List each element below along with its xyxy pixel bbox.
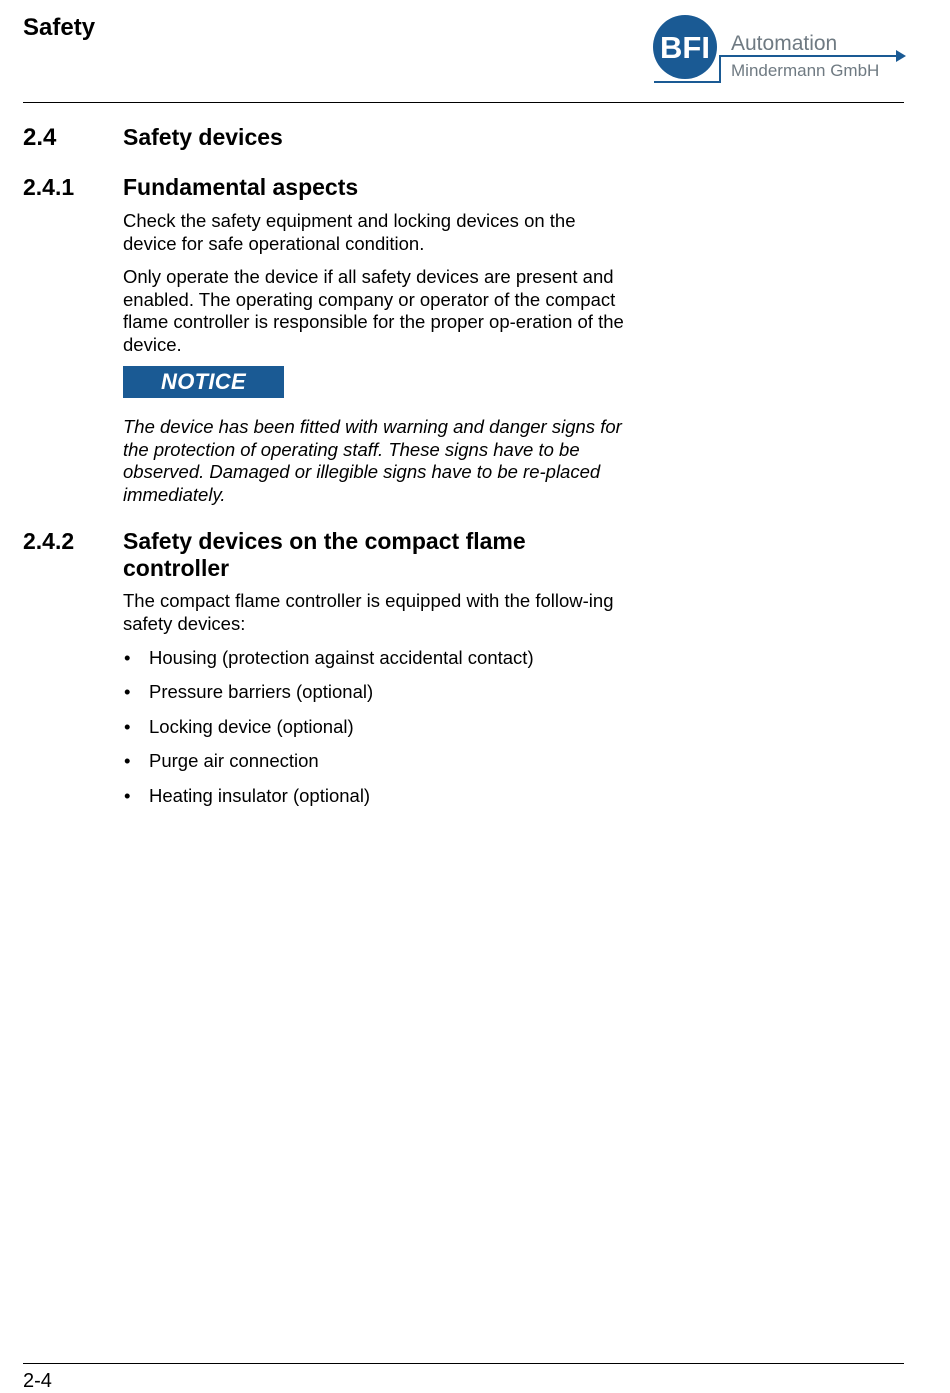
section-number: 2.4	[23, 124, 57, 151]
logo-text-automation: Automation	[731, 32, 838, 55]
bfi-logo	[652, 14, 908, 86]
logo-mark-text: BFI	[660, 30, 710, 65]
paragraph: Check the safety equipment and locking devices on the device for safe operational condition.	[123, 210, 576, 254]
list-item-text: Heating insulator (optional)	[149, 784, 371, 806]
bullet-icon: •	[124, 647, 131, 668]
notice-text: The device has been fitted with warning and danger signs for the protection of operating staff. These signs have to be observed. Damaged or illegible signs have to be re-placed immediately.	[123, 416, 622, 505]
notice-label: NOTICE	[123, 366, 284, 398]
subsection-title: Fundamental aspects	[123, 174, 359, 200]
list-item-text: Locking device (optional)	[149, 715, 354, 737]
paragraph: The compact flame controller is equipped with the follow-ing safety devices:	[123, 590, 614, 634]
list-item	[123, 681, 534, 715]
subsection-title-line1: Safety devices on the compact flame	[123, 528, 526, 554]
header-title: Safety	[23, 14, 96, 41]
subsection-title-line2: controller	[123, 555, 230, 581]
paragraph: Only operate the device if all safety devices are present and enabled. The operating company or operator of the compact flame controller is responsible for the proper op-eration of the device.	[123, 266, 624, 355]
header-divider	[23, 102, 904, 103]
list-item	[123, 785, 534, 819]
subsection-title	[123, 528, 526, 582]
subsection-number: 2.4.1	[23, 174, 75, 200]
footer-divider	[23, 1363, 904, 1364]
bullet-icon: •	[124, 750, 131, 772]
list-item	[123, 647, 534, 681]
bullet-icon: •	[124, 681, 131, 703]
logo-text-company: Mindermann GmbH	[731, 61, 880, 80]
list-item	[123, 716, 534, 750]
list-item-text: Pressure barriers (optional)	[149, 681, 374, 703]
section-title: Safety devices	[123, 124, 283, 150]
bullet-icon: •	[124, 715, 131, 737]
bullet-icon: •	[124, 784, 131, 806]
safety-devices-list	[123, 647, 534, 819]
list-item	[123, 750, 534, 784]
list-item-text: Housing (protection against accidental contact)	[149, 647, 534, 668]
subsection-number: 2.4.2	[23, 528, 75, 554]
page-number: 2-4	[23, 1370, 52, 1392]
list-item-text: Purge air connection	[149, 750, 319, 772]
